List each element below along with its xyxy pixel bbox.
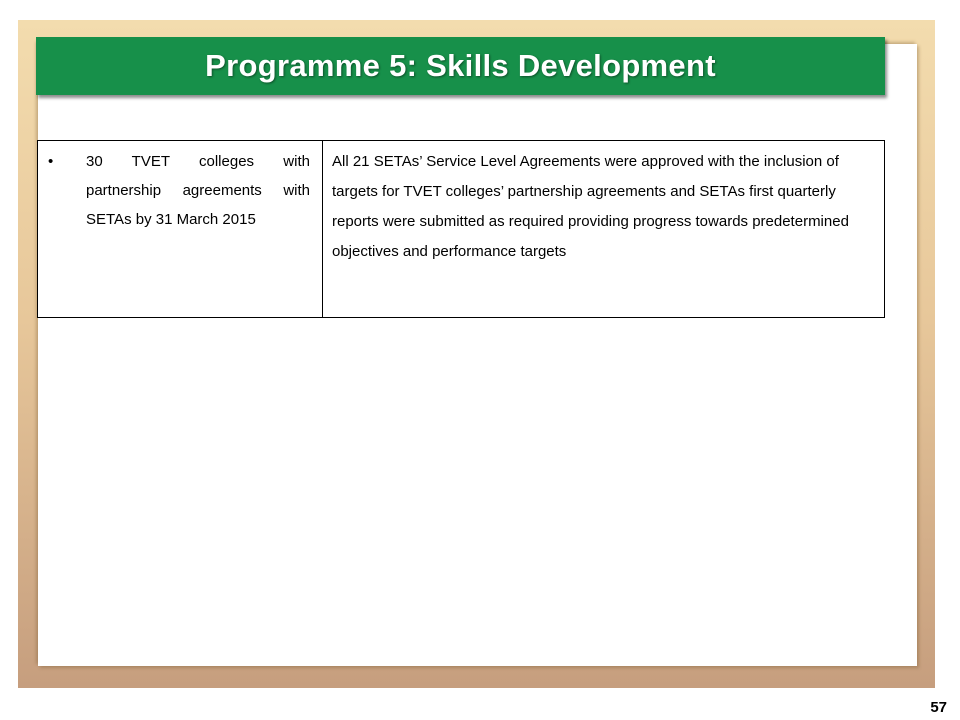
content-table (37, 140, 885, 318)
title-bar (36, 37, 885, 95)
slide-frame (18, 20, 935, 688)
bullet-icon: • (48, 153, 54, 170)
table-cell-target (38, 141, 323, 317)
progress-text: All 21 SETAs’ Service Level Agreements were approved with the inclusion of targets for TVET colleges’ partnership agreements and SETAs first quarterly reports were submitted as required providing progress towards predetermined objectives and performance targets (332, 153, 849, 260)
slide-panel (38, 44, 917, 666)
target-text: 30 TVET colleges with partnership agreements with SETAs by 31 March 2015 (86, 153, 310, 228)
table-cell-progress (323, 141, 884, 317)
page-number: 57 (930, 699, 947, 716)
slide-title: Programme 5: Skills Development (205, 48, 716, 83)
